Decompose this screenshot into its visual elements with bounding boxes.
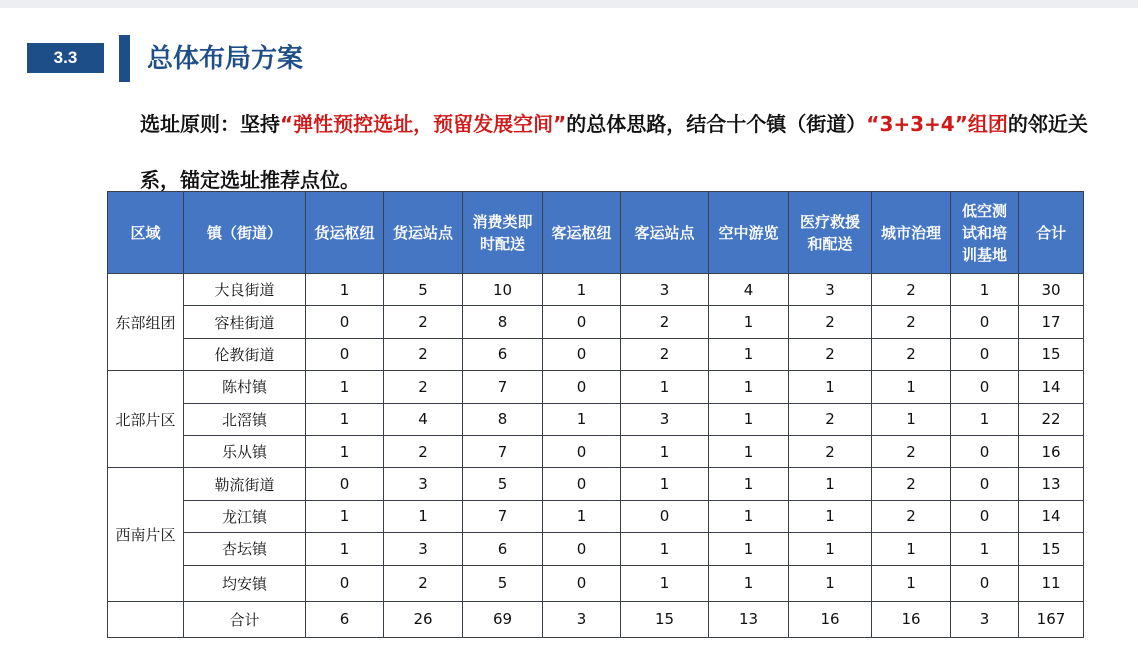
total-value-cell: 13 [709,601,789,637]
value-cell: 7 [463,435,543,467]
table-row [108,565,1084,601]
table-row [108,468,1084,500]
column-header: 低空测试和培训基地 [951,192,1019,274]
value-cell: 0 [306,306,384,338]
layout-table [107,191,1084,638]
value-cell: 2 [384,306,463,338]
value-cell: 1 [709,435,789,467]
value-cell: 0 [951,371,1019,403]
column-header: 镇（街道） [184,192,306,274]
town-cell: 陈村镇 [184,371,306,403]
column-header: 消费类即时配送 [463,192,543,274]
value-cell: 2 [789,306,872,338]
value-cell: 3 [621,403,709,435]
region-cell: 西南片区 [108,468,184,601]
value-cell: 2 [872,338,951,370]
value-cell: 3 [789,274,872,306]
value-cell: 1 [306,403,384,435]
town-cell: 乐从镇 [184,435,306,467]
value-cell: 1 [709,403,789,435]
town-cell: 大良街道 [184,274,306,306]
value-cell: 2 [384,565,463,601]
value-cell: 5 [384,274,463,306]
value-cell: 14 [1019,371,1084,403]
value-cell: 1 [621,468,709,500]
paragraph-text: 的总体思路，结合十个镇（街道） [566,112,867,136]
value-cell: 2 [789,338,872,370]
town-cell: 龙江镇 [184,500,306,532]
value-cell: 0 [543,306,621,338]
value-cell: 2 [872,435,951,467]
total-value-cell: 26 [384,601,463,637]
column-header: 客运站点 [621,192,709,274]
value-cell: 1 [384,500,463,532]
value-cell: 0 [543,338,621,370]
value-cell: 6 [463,338,543,370]
value-cell: 1 [621,435,709,467]
value-cell: 7 [463,371,543,403]
total-value-cell: 167 [1019,601,1084,637]
table-row [108,306,1084,338]
value-cell: 1 [709,306,789,338]
value-cell: 1 [789,533,872,565]
value-cell: 5 [463,565,543,601]
value-cell: 6 [463,533,543,565]
value-cell: 0 [951,468,1019,500]
value-cell: 2 [872,468,951,500]
value-cell: 1 [543,403,621,435]
page-title: 总体布局方案 [147,44,304,74]
value-cell: 8 [463,306,543,338]
value-cell: 1 [306,500,384,532]
value-cell: 3 [384,468,463,500]
value-cell: 1 [709,500,789,532]
table-row [108,338,1084,370]
town-cell: 北滘镇 [184,403,306,435]
value-cell: 0 [306,338,384,370]
value-cell: 0 [951,565,1019,601]
value-cell: 1 [306,533,384,565]
paragraph-text: 的邻近关系，锚定选址推荐点位。 [140,112,1088,192]
total-value-cell: 3 [951,601,1019,637]
table-row [108,533,1084,565]
value-cell: 1 [543,274,621,306]
value-cell: 1 [951,533,1019,565]
column-header: 医疗救援和配送 [789,192,872,274]
value-cell: 7 [463,500,543,532]
column-header: 区域 [108,192,184,274]
value-cell: 11 [1019,565,1084,601]
town-cell: 勒流街道 [184,468,306,500]
column-header: 客运枢纽 [543,192,621,274]
value-cell: 3 [384,533,463,565]
value-cell: 1 [709,533,789,565]
value-cell: 1 [789,371,872,403]
town-cell: 杏坛镇 [184,533,306,565]
value-cell: 1 [621,565,709,601]
section-number: 3.3 [27,43,104,73]
value-cell: 15 [1019,338,1084,370]
value-cell: 1 [709,565,789,601]
table-header-row [108,192,1084,274]
value-cell: 22 [1019,403,1084,435]
site-table [107,191,1084,638]
total-value-cell: 6 [306,601,384,637]
paragraph-highlight: “弹性预控选址，预留发展空间” [280,112,567,136]
value-cell: 0 [543,371,621,403]
table-row [108,274,1084,306]
total-label: 合计 [184,601,306,637]
table-row [108,403,1084,435]
value-cell: 2 [872,274,951,306]
value-cell: 1 [709,371,789,403]
value-cell: 2 [384,371,463,403]
value-cell: 1 [543,500,621,532]
town-cell: 容桂街道 [184,306,306,338]
value-cell: 5 [463,468,543,500]
value-cell: 30 [1019,274,1084,306]
value-cell: 1 [872,565,951,601]
region-cell: 北部片区 [108,371,184,468]
value-cell: 1 [709,338,789,370]
column-header: 空中游览 [709,192,789,274]
value-cell: 1 [951,403,1019,435]
table-row [108,371,1084,403]
table-row [108,435,1084,467]
value-cell: 13 [1019,468,1084,500]
empty-cell [108,601,184,637]
town-cell: 均安镇 [184,565,306,601]
value-cell: 2 [872,500,951,532]
value-cell: 0 [543,533,621,565]
table-row [108,500,1084,532]
value-cell: 1 [951,274,1019,306]
value-cell: 1 [872,533,951,565]
value-cell: 1 [872,371,951,403]
value-cell: 14 [1019,500,1084,532]
value-cell: 0 [951,306,1019,338]
value-cell: 0 [951,338,1019,370]
value-cell: 2 [872,306,951,338]
value-cell: 17 [1019,306,1084,338]
town-cell: 伦教街道 [184,338,306,370]
value-cell: 1 [621,533,709,565]
value-cell: 1 [789,565,872,601]
value-cell: 1 [789,500,872,532]
title-accent-bar [119,35,130,82]
value-cell: 1 [306,274,384,306]
paragraph-highlight: “3+3+4”组团 [866,112,1008,136]
value-cell: 2 [621,338,709,370]
column-header: 城市治理 [872,192,951,274]
value-cell: 8 [463,403,543,435]
value-cell: 15 [1019,533,1084,565]
column-header: 合计 [1019,192,1084,274]
value-cell: 0 [951,435,1019,467]
total-value-cell: 15 [621,601,709,637]
value-cell: 0 [543,435,621,467]
value-cell: 0 [543,565,621,601]
value-cell: 4 [384,403,463,435]
total-value-cell: 69 [463,601,543,637]
column-header: 货运站点 [384,192,463,274]
value-cell: 1 [306,435,384,467]
value-cell: 1 [621,371,709,403]
value-cell: 4 [709,274,789,306]
value-cell: 1 [306,371,384,403]
column-header: 货运枢纽 [306,192,384,274]
value-cell: 0 [621,500,709,532]
region-cell: 东部组团 [108,274,184,371]
value-cell: 1 [789,468,872,500]
value-cell: 0 [306,565,384,601]
slide [0,8,1138,654]
value-cell: 2 [384,338,463,370]
value-cell: 0 [543,468,621,500]
value-cell: 0 [306,468,384,500]
total-value-cell: 16 [789,601,872,637]
value-cell: 2 [384,435,463,467]
total-value-cell: 16 [872,601,951,637]
paragraph-text: 选址原则：坚持 [140,112,280,136]
value-cell: 1 [872,403,951,435]
total-row [108,601,1084,637]
value-cell: 3 [621,274,709,306]
value-cell: 10 [463,274,543,306]
value-cell: 2 [789,403,872,435]
value-cell: 2 [621,306,709,338]
total-value-cell: 3 [543,601,621,637]
value-cell: 2 [789,435,872,467]
value-cell: 1 [709,468,789,500]
value-cell: 16 [1019,435,1084,467]
value-cell: 0 [951,500,1019,532]
